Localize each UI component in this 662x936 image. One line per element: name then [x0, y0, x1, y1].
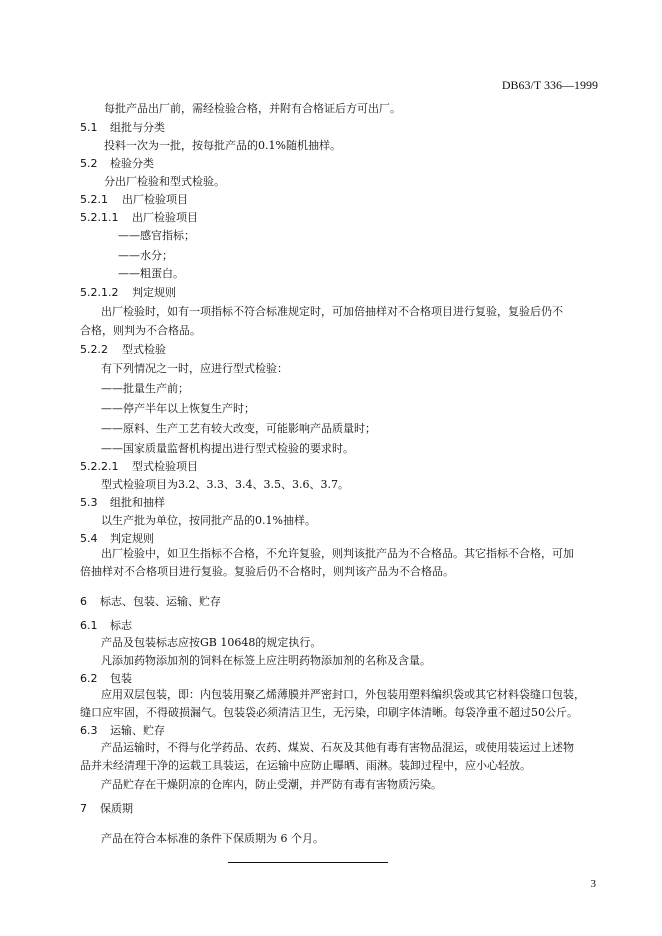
- section-5-1-heading: [80, 121, 165, 135]
- section-5-4-line-2: 倍抽样对不合格项目进行复验。复验后仍不合格时，则判该产品为不合格品。: [80, 565, 454, 578]
- section-5-2-1-2-line-2: 合格，则判为不合格品。: [80, 324, 201, 337]
- section-5-2-1-2-line-1: 出厂检验时，如有一项指标不符合标准规定时，可加倍抽样对不合格项目进行复验，复验后仍不: [101, 305, 563, 318]
- section-6-3-line-2: 品并未经清理干净的运载工具装运，在运输中应防止曝晒、雨淋。装卸过程中，应小心轻放。: [80, 759, 531, 772]
- list-item: ——原料、生产工艺有较大改变，可能影响产品质量时；: [101, 422, 376, 435]
- list-item: ——水分；: [118, 249, 173, 262]
- section-5-4-heading: [80, 532, 154, 546]
- section-5-3-text: 以生产批为单位，按同批产品的0.1%抽样。: [101, 514, 316, 527]
- section-5-1-text: 投料一次为一批，按每批产品的0.1%随机抽样。: [104, 139, 341, 152]
- section-6-2-line-1: 应用双层包装，即：内包装用聚乙烯薄膜并严密封口，外包装用塑料编织袋或其它材料袋缝口包装，: [101, 688, 585, 701]
- page-number: 3: [590, 878, 596, 890]
- section-title: 判定规则: [110, 532, 154, 545]
- section-title: 标志、包装、运输、贮存: [100, 595, 221, 608]
- section-number: 6.1: [80, 619, 98, 632]
- section-5-2-2-heading: [80, 343, 166, 357]
- section-title: 运输、贮存: [110, 724, 165, 737]
- section-5-2-heading: [80, 157, 154, 171]
- list-item: ——国家质量监督机构提出进行型式检验的要求时。: [101, 442, 354, 455]
- section-title: 组批和抽样: [110, 496, 165, 509]
- section-title: 标志: [110, 619, 132, 632]
- section-6-1-line-1: 产品及包装标志应按GB 10648的规定执行。: [101, 636, 322, 649]
- section-5-2-1-heading: [80, 193, 188, 207]
- section-5-4-line-1: 出厂检验中，如卫生指标不合格，不允许复验，则判该批产品为不合格品。其它指标不合格，可加: [101, 547, 574, 560]
- section-title: 组批与分类: [110, 121, 165, 134]
- section-number: 5.2.1: [80, 193, 108, 206]
- end-rule: [228, 862, 388, 863]
- section-number: 5.2.1.2: [80, 286, 119, 299]
- section-number: 6.3: [80, 724, 98, 737]
- section-title: 检验分类: [110, 157, 154, 170]
- section-6-3-heading: [80, 724, 165, 738]
- section-number: 5.2.1.1: [80, 211, 119, 224]
- section-6-1-line-2: 凡添加药物添加剂的饲料在标签上应注明药物添加剂的名称及含量。: [101, 654, 431, 667]
- section-title: 出厂检验项目: [122, 193, 188, 206]
- section-number: 5.4: [80, 532, 98, 545]
- section-number: 5.2: [80, 157, 98, 170]
- section-number: 5.3: [80, 496, 98, 509]
- section-title: 型式检验: [122, 343, 166, 356]
- section-6-2-line-2: 缝口应牢固，不得破损漏气。包装袋必须清洁卫生，无污染，印刷字体清晰。每袋净重不超过50公斤。: [80, 706, 578, 719]
- section-5-2-2-1-heading: [80, 460, 198, 474]
- section-title: 包装: [110, 672, 132, 685]
- section-6-2-heading: [80, 672, 132, 686]
- list-item: ——停产半年以上恢复生产时；: [101, 402, 255, 415]
- section-title: 出厂检验项目: [132, 211, 198, 224]
- section-title: 保质期: [100, 802, 133, 815]
- section-number: 5.2.2.1: [80, 460, 119, 473]
- section-title: 型式检验项目: [132, 460, 198, 473]
- section-6-3-line-1: 产品运输时，不得与化学药品、农药、煤炭、石灰及其他有毒有害物品混运，或使用装运过上述物: [101, 741, 574, 754]
- standard-code: DB63/T 336—1999: [501, 78, 598, 92]
- section-number: 5.1: [80, 121, 98, 134]
- intro-text: 每批产品出厂前，需经检验合格，并附有合格证后方可出厂。: [104, 102, 401, 115]
- section-number: 6: [80, 595, 87, 608]
- section-6-1-heading: [80, 619, 132, 633]
- section-title: 判定规则: [132, 286, 176, 299]
- section-5-3-heading: [80, 496, 165, 510]
- section-number: 5.2.2: [80, 343, 108, 356]
- section-7-text: 产品在符合本标准的条件下保质期为 6 个月。: [101, 832, 324, 845]
- section-5-2-1-2-heading: [80, 286, 176, 300]
- list-item: ——粗蛋白。: [118, 267, 184, 280]
- section-5-2-1-1-heading: [80, 211, 198, 225]
- section-number: 7: [80, 802, 87, 815]
- section-5-2-text: 分出厂检验和型式检验。: [104, 175, 225, 188]
- section-5-2-2-1-text: 型式检验项目为3.2、3.3、3.4、3.5、3.6、3.7。: [101, 478, 349, 491]
- list-item: ——批量生产前；: [101, 382, 189, 395]
- section-5-2-2-lead: 有下列情况之一时，应进行型式检验：: [101, 362, 288, 375]
- section-7-heading: [80, 802, 133, 816]
- section-6-3-line-3: 产品贮存在干燥阴凉的仓库内，防止受潮，并严防有毒有害物质污染。: [101, 778, 442, 791]
- section-number: 6.2: [80, 672, 98, 685]
- list-item: ——感官指标；: [118, 229, 195, 242]
- section-6-heading: [80, 595, 221, 609]
